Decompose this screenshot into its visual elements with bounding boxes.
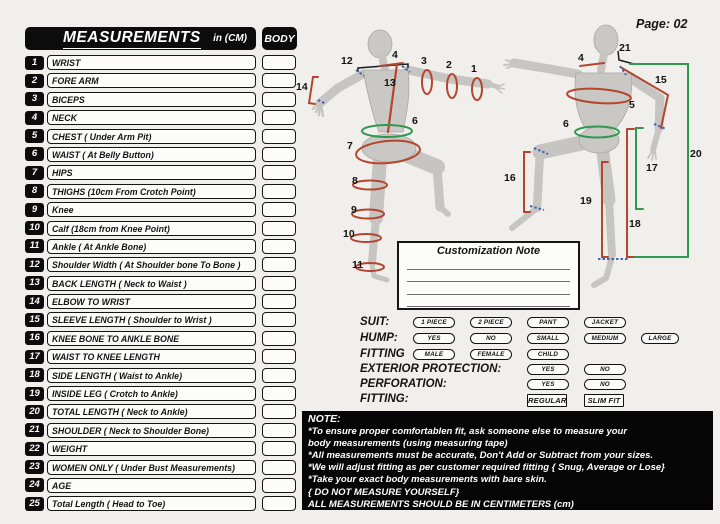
measurement-row (25, 92, 296, 107)
note-line: *We will adjust fitting as per customer required fitting { Snug, Average or Lose} (308, 462, 665, 474)
row-number-badge: 25 (25, 497, 44, 511)
measurement-label-total-length: TOTAL LENGTH ( Neck to Ankle) (47, 404, 256, 419)
measurement-row (25, 312, 296, 327)
figure-annotation-1: 1 (471, 63, 477, 75)
row-number-badge: 11 (25, 239, 44, 253)
measurements-table (25, 55, 296, 511)
option-female[interactable]: FEMALE (470, 349, 512, 360)
measurement-label-calf: Calf (18cm from Knee Point) (47, 221, 256, 236)
option-1-piece[interactable]: 1 PIECE (413, 317, 455, 328)
body-value-field[interactable] (262, 368, 296, 383)
measurement-row (25, 460, 296, 475)
option-yes[interactable]: YES (527, 364, 569, 375)
measurement-label-chest: CHEST ( Under Arm Pit) (47, 129, 256, 144)
measurement-row (25, 386, 296, 401)
body-value-field[interactable] (262, 386, 296, 401)
option-jacket[interactable]: JACKET (584, 317, 626, 328)
figure-annotation-2: 2 (446, 59, 452, 71)
measurement-label-knee-bone-to-ankle-bone: KNEE BONE TO ANKLE BONE (47, 331, 256, 346)
row-number-badge: 6 (25, 147, 44, 161)
measurement-row (25, 276, 296, 291)
note-lines (308, 426, 707, 511)
unit-label: in (CM) (213, 33, 247, 44)
option-male[interactable]: MALE (413, 349, 455, 360)
measurement-row (25, 129, 296, 144)
measurement-row (25, 294, 296, 309)
figure-annotation-14: 14 (296, 81, 308, 93)
body-value-field[interactable] (262, 349, 296, 364)
figure-annotation-17: 17 (646, 162, 658, 174)
option-label-suit: SUIT: (360, 316, 390, 328)
note-box (302, 411, 713, 510)
body-column-header: BODY (262, 27, 297, 50)
option-no[interactable]: NO (470, 333, 512, 344)
option-medium[interactable]: MEDIUM (584, 333, 626, 344)
customization-write-line[interactable] (407, 295, 570, 308)
option-label-fitting: FITTING: (360, 393, 409, 405)
option-pant[interactable]: PANT (527, 317, 569, 328)
option-child[interactable]: CHILD (527, 349, 569, 360)
option-label-fitting: FITTING (360, 348, 405, 360)
measurement-label-thighs: THIGHS (10cm From Crotch Point) (47, 184, 256, 199)
row-number-badge: 12 (25, 258, 44, 272)
customization-write-line[interactable] (407, 270, 570, 283)
figure-annotation-6: 6 (563, 118, 569, 130)
row-number-badge: 9 (25, 203, 44, 217)
body-value-field[interactable] (262, 294, 296, 309)
row-number-badge: 23 (25, 460, 44, 474)
row-number-badge: 1 (25, 56, 44, 70)
note-title: NOTE: (308, 413, 341, 425)
figure-annotation-19: 19 (580, 195, 592, 207)
figure-annotation-9: 9 (351, 204, 357, 216)
body-value-field[interactable] (262, 478, 296, 493)
figure-annotation-11: 11 (352, 259, 364, 271)
measurement-row (25, 73, 296, 88)
row-number-badge: 20 (25, 405, 44, 419)
figure-annotation-15: 15 (655, 74, 667, 86)
customization-write-line[interactable] (407, 282, 570, 295)
figure-annotation-21: 21 (619, 42, 631, 54)
row-number-badge: 18 (25, 368, 44, 382)
page-number: Page: 02 (636, 17, 688, 31)
row-number-badge: 3 (25, 92, 44, 106)
measurement-label-elbow-to-wrist: ELBOW TO WRIST (47, 294, 256, 309)
measurement-row (25, 184, 296, 199)
measurement-row (25, 331, 296, 346)
note-line: *To ensure proper comfortablen fit, ask someone else to measure your (308, 425, 628, 437)
measurement-row (25, 478, 296, 493)
customization-note-title: Customization Note (436, 245, 541, 257)
figure-annotation-5: 5 (629, 99, 635, 111)
row-number-badge: 21 (25, 423, 44, 437)
measurement-label-wrist: WRIST (47, 55, 256, 70)
customization-note-box (397, 241, 580, 310)
measurement-label-women-only: WOMEN ONLY ( Under Bust Measurements) (47, 460, 256, 475)
figure-annotation-7: 7 (347, 140, 353, 152)
body-value-field[interactable] (262, 404, 296, 419)
option-small[interactable]: SMALL (527, 333, 569, 344)
measurement-row (25, 221, 296, 236)
note-line: *Take your exact body measurements with bare skin. (308, 474, 547, 486)
measurement-label-waist-to-knee-length: WAIST TO KNEE LENGTH (47, 349, 256, 364)
measurement-row (25, 441, 296, 456)
option-large[interactable]: LARGE (641, 333, 679, 344)
measurement-label-sleeve-length: SLEEVE LENGTH ( Shoulder to Wrist ) (47, 312, 256, 327)
measurement-label-inside-leg: INSIDE LEG ( Crotch to Ankle) (47, 386, 256, 401)
row-number-badge: 14 (25, 295, 44, 309)
row-number-badge: 17 (25, 350, 44, 364)
body-value-field[interactable] (262, 331, 296, 346)
measurement-row (25, 239, 296, 254)
option-yes[interactable]: YES (527, 379, 569, 390)
option-no[interactable]: NO (584, 364, 626, 375)
measurement-label-neck: NECK (47, 110, 256, 125)
figure-annotation-3: 3 (421, 55, 427, 67)
row-number-badge: 13 (25, 276, 44, 290)
measurement-row (25, 202, 296, 217)
option-regular[interactable]: REGULAR (528, 396, 567, 405)
row-number-badge: 2 (25, 74, 44, 88)
option-label-hump: HUMP: (360, 332, 398, 344)
measurement-row (25, 368, 296, 383)
measurement-label-age: AGE (47, 478, 256, 493)
measurement-row (25, 110, 296, 125)
row-number-badge: 15 (25, 313, 44, 327)
measurement-label-back-length: BACK LENGTH ( Neck to Waist ) (47, 276, 256, 291)
measurement-row (25, 404, 296, 419)
figure-annotation-8: 8 (352, 175, 358, 187)
body-value-field[interactable] (262, 496, 296, 511)
option-label-exterior-protection: EXTERIOR PROTECTION: (360, 363, 502, 375)
measurement-row (25, 423, 296, 438)
measurement-row (25, 257, 296, 272)
figure-annotation-12: 12 (341, 55, 353, 67)
note-line: body measurements (using measuring tape) (308, 437, 508, 449)
measurement-row (25, 349, 296, 364)
measurement-label-shoulder-width: Shoulder Width ( At Shoulder bone To Bone ) (47, 257, 256, 272)
measurement-row (25, 55, 296, 70)
note-line: { DO NOT MEASURE YOURSELF} (308, 486, 460, 498)
figure-annotation-16: 16 (504, 172, 516, 184)
body-value-field[interactable] (262, 441, 296, 456)
customization-write-line[interactable] (407, 257, 570, 270)
measurement-label-side-length: SIDE LENGTH ( Waist to Ankle) (47, 368, 256, 383)
body-value-field[interactable] (262, 312, 296, 327)
figure-annotation-4: 4 (578, 52, 584, 64)
measurement-label-biceps: BICEPS (47, 92, 256, 107)
measurement-label-ankle: Ankle ( At Ankle Bone) (47, 239, 256, 254)
row-number-badge: 24 (25, 478, 44, 492)
row-number-badge: 4 (25, 111, 44, 125)
measurement-label-shoulder: SHOULDER ( Neck to Shoulder Bone) (47, 423, 256, 438)
row-number-badge: 7 (25, 166, 44, 180)
note-line: *All measurements must be accurate, Don't Add or Subtract from your sizes. (308, 449, 654, 461)
figure-annotation-6: 6 (412, 115, 418, 127)
row-number-badge: 16 (25, 331, 44, 345)
body-value-field[interactable] (262, 423, 296, 438)
figure-annotation-10: 10 (343, 228, 355, 240)
measurement-label-knee: Knee (47, 202, 256, 217)
body-value-field[interactable] (262, 460, 296, 475)
row-number-badge: 8 (25, 184, 44, 198)
option-yes[interactable]: YES (413, 333, 455, 344)
measurement-row (25, 165, 296, 180)
measurements-title: MEASUREMENTS (63, 29, 201, 49)
measurement-label-total-length: Total Length ( Head to Toe) (47, 496, 256, 511)
figure-annotation-4: 4 (392, 49, 398, 61)
option-no[interactable]: NO (584, 379, 626, 390)
measurement-row (25, 496, 296, 511)
note-line: ALL MEASUREMENTS SHOULD BE IN CENTIMETERS (cm) (308, 498, 574, 510)
row-number-badge: 10 (25, 221, 44, 235)
measurements-header-bar (25, 27, 256, 50)
measurement-label-weight: WEIGHT (47, 441, 256, 456)
measurement-label-waist: WAIST ( At Belly Button) (47, 147, 256, 162)
measurement-label-hips: HIPS (47, 165, 256, 180)
measurement-row (25, 147, 296, 162)
row-number-badge: 22 (25, 442, 44, 456)
option-slim-fit[interactable]: SLIM FIT (584, 394, 624, 407)
option-2-piece[interactable]: 2 PIECE (470, 317, 512, 328)
row-number-badge: 19 (25, 387, 44, 401)
figure-annotation-18: 18 (629, 218, 641, 230)
figure-annotation-20: 20 (690, 148, 702, 160)
measurement-label-fore-arm: FORE ARM (47, 73, 256, 88)
row-number-badge: 5 (25, 129, 44, 143)
figure-annotation-13: 13 (384, 77, 396, 89)
option-label-perforation: PERFORATION: (360, 378, 447, 390)
